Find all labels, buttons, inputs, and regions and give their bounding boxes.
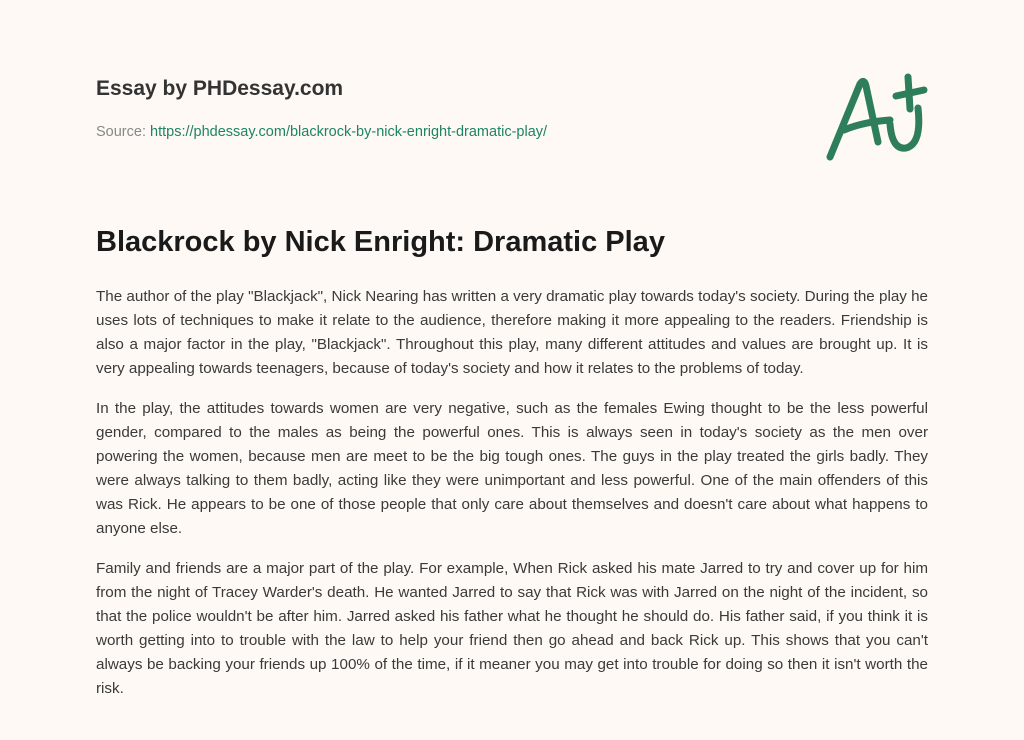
source-label: Source: xyxy=(96,124,146,140)
paragraph: In the play, the attitudes towards women are very negative, such as the females Ewing thought to be the less powerful gender, compared to the males as being the powerful ones. This is always seen in today's society as the men over powering the women, because men are meet to be the big tough ones. The guys in the play treated the girls badly. They were always talking to them badly, acting like they were unimportant and less powerful. One of the main offenders of this was Rick. He appears to be one of those people that only care about themselves and doesn't care about what happens to anyone else. xyxy=(96,400,928,537)
a-plus-grade-icon xyxy=(818,62,938,167)
paragraph: The author of the play "Blackjack", Nick Nearing has written a very dramatic play towards today's society. During the play he uses lots of techniques to make it relate to the audience, therefore making it more appealing to the readers. Friendship is also a major factor in the play, "Blackjack". Throughout this play, many different attitudes and values are brought up. It is very appealing towards teenagers, because of today's society and how it relates to the problems of today. xyxy=(96,288,928,377)
paragraph: Family and friends are a major part of the play. For example, When Rick asked his mate Jarred to try and cover up for him from the night of Tracey Warder's death. He wanted Jarred to say that Rick was with Jarred on the night of the incident, so that the police wouldn't be after him. Jarred asked his father what he thought he should do. His father said, if you think it is worth getting into to trouble with the law to help your friend then go ahead and back Rick up. This shows that you can't always be backing your friends up 100% of the time, if it meaner you may get into trouble for doing so then it isn't worth the risk. xyxy=(96,560,928,697)
article-body xyxy=(96,285,928,717)
page-title: Blackrock by Nick Enright: Dramatic Play xyxy=(96,226,665,258)
source-line xyxy=(96,124,547,140)
site-brand: Essay by PHDessay.com xyxy=(96,77,344,100)
source-link[interactable]: https://phdessay.com/blackrock-by-nick-enright-dramatic-play/ xyxy=(150,124,548,140)
